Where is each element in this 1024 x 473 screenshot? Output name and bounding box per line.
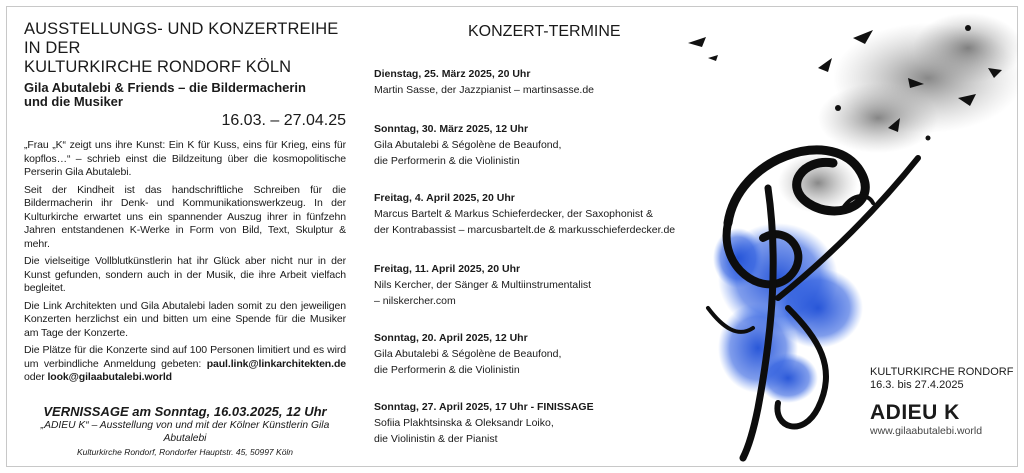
series-title-line-1: AUSSTELLUNGS- UND KONZERTREIHE IN DER — [24, 20, 339, 57]
event-date: Sonntag, 30. März 2025, 12 Uhr — [374, 123, 529, 135]
email-link-look[interactable]: look@gilaabutalebi.world — [47, 371, 172, 383]
concert-title: KONZERT-TERMINE — [468, 23, 621, 40]
paragraph-2: Seit der Kindheit ist das handschriftliche Schreiben für die Bildermacherin ihr Denk- und Kommunikationswerkzeug. In der Kulturkirche erwartet uns ein spannender Auszug ihrer in fünfzehn Jahren entstandenen K-Werke in Form von Bild, Text, Skulptur & mehr. — [24, 183, 346, 250]
paragraph-5 — [24, 344, 346, 385]
event-date: Sonntag, 20. April 2025, 12 Uhr — [374, 332, 528, 344]
poster-title: ADIEU K — [870, 401, 960, 424]
vernissage-title: VERNISSAGE am Sonntag, 16.03.2025, 12 Uhr — [43, 404, 327, 419]
event-line: der Kontrabassist – marcusbartelt.de & markusschieferdecker.de — [374, 224, 676, 236]
event-line: Gila Abutalebi & Ségolène de Beaufond, — [374, 348, 562, 360]
poster-info — [870, 366, 1016, 437]
vernissage-block — [24, 404, 346, 458]
event-line: die Performerin & die Violinistin — [374, 364, 520, 376]
event-date: Sonntag, 27. April 2025, 17 Uhr - FINISSAGE — [374, 401, 594, 413]
event-line: Martin Sasse, der Jazzpianist – martinsasse.de — [374, 84, 595, 96]
concert-event — [374, 399, 694, 447]
concert-event — [374, 190, 694, 238]
exhibition-subtitle — [24, 81, 346, 109]
event-line: Nils Kercher, der Sänger & Multiinstrumentalist — [374, 279, 592, 291]
series-title-line-2: KULTURKIRCHE RONDORF KÖLN — [24, 58, 292, 76]
event-line: – nilskercher.com — [374, 295, 456, 307]
series-title — [24, 20, 346, 77]
concert-event — [374, 121, 694, 169]
intro-column — [24, 20, 346, 389]
paragraph-1: „Frau „K“ zeigt uns ihre Kunst: Ein K für Kuss, eins für Krieg, eins für kopflos…“ – schrieb einst die Bildzeitung über die kosmopolitische Perserin Gila Abutalebi. — [24, 139, 346, 178]
email-link-paul[interactable]: paul.link@linkarchitekten.de — [206, 357, 346, 370]
poster-venue: KULTURKIRCHE RONDORF — [870, 366, 1014, 378]
event-line: Gila Abutalebi & Ségolène de Beaufond, — [374, 139, 562, 151]
intro-text — [24, 139, 346, 385]
event-date: Dienstag, 25. März 2025, 20 Uhr — [374, 68, 531, 80]
event-line: Marcus Bartelt & Markus Schieferdecker, der Saxophonist & — [374, 208, 653, 220]
paragraph-4: Die Link Architekten und Gila Abutalebi laden somit zu den jeweiligen Konzerten herzlichst ein und bitten um eine Spende für die Musiker am Tage der Konzerte. — [24, 299, 346, 339]
concert-event — [374, 330, 694, 378]
concert-event — [374, 66, 694, 98]
concert-event — [374, 261, 694, 309]
exhibition-dates: 16.03. – 27.04.25 — [221, 112, 346, 129]
subtitle-line-2: und die Musiker — [24, 94, 123, 109]
event-line: die Violinistin & der Pianist — [374, 433, 498, 445]
subtitle-line-1: Gila Abutalebi & Friends – die Bildermacherin — [24, 80, 306, 95]
event-date: Freitag, 11. April 2025, 20 Uhr — [374, 263, 521, 275]
vernissage-subtitle: „ADIEU K“ – Ausstellung von und mit der Kölner Künstlerin Gila Abutalebi — [40, 420, 330, 444]
poster-url[interactable]: www.gilaabutalebi.world — [870, 425, 983, 437]
venue-address: Kulturkirche Rondorf, Rondorfer Hauptstr. 45, 50997 Köln — [76, 447, 294, 457]
or-text: oder — [24, 371, 45, 383]
poster-dates: 16.3. bis 27.4.2025 — [870, 379, 964, 391]
event-line: Sofiia Plakhtsinska & Oleksandr Loiko, — [374, 417, 554, 429]
registration-text: Die Plätze für die Konzerte sind auf 100 Personen limitiert und es wird um verbindliche Anmeldung gebeten: — [24, 344, 346, 370]
event-line: die Performerin & die Violinistin — [374, 155, 520, 167]
paragraph-3: Die vielseitige Vollblutkünstlerin hat ihr Glück aber nicht nur in der Kunst gefunden, sondern auch in der Musik, die ihre Arbeit vielfach begleitet. — [24, 255, 346, 294]
event-date: Freitag, 4. April 2025, 20 Uhr — [374, 192, 515, 204]
